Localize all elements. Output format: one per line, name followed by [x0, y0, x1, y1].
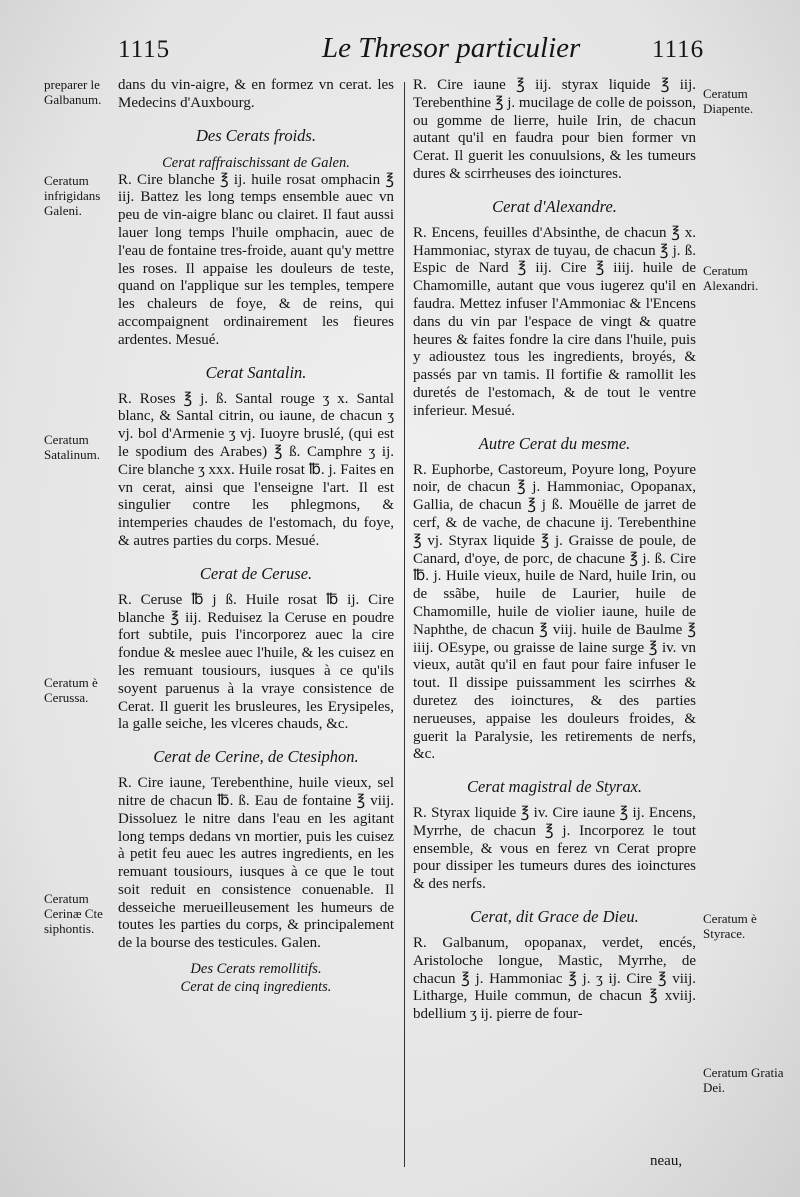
margin-note-infrigidans: Ceratum infrigidans Galeni. [44, 173, 101, 218]
right-column [413, 77, 696, 1024]
running-header [0, 32, 800, 76]
heading-autre-cerat: Autre Cerat du mesme. [478, 433, 631, 453]
heading-cerat-styrax: Cerat magistral de Styrax. [466, 777, 643, 797]
paragraph-cerat-galen: R. Cire blanche ℥ ij. huile rosat omphacin ℥ iij. Battez les long temps ensemble auec vn peu de vin-aigre blanc ou clairet. Il faut aussi lauer long temps l'huile omphacin, auec de l'eau de fontaine tres-froide, auant qu'y mettre les roses. Il appaise les douleurs de teste, quand on l'applique sur les temples, tempere les chaleurs de foye, & de reins, qui accompaignent ordinairement les fieures ardentes. Mesué. [118, 171, 394, 348]
paragraph-intro: dans du vin-aigre, & en formez vn cerat. les Medecins d'Auxbourg. [118, 77, 394, 111]
margin-note-satalinum: Ceratum Satalinum. [44, 432, 100, 462]
page-number-left: 1115 [118, 36, 171, 63]
margin-note-cerinae: Ceratum Cerinæ Cte siphontis. [44, 891, 103, 936]
catchword: neau, [650, 1153, 683, 1169]
heading-cerat-cerine: Cerat de Cerine, de Ctesiphon. [153, 747, 359, 767]
paragraph-cerat-cerine: R. Cire iaune, Terebenthine, huile vieux, sel nitre de chacun ℔. ß. Eau de fontaine ℥ viij. Dissoluez le nitre dans l'eau en les agitant long temps dedans vn mortier, puis les cuisez à petit feu auec les autres ingredients, en les remuant tousiours, iusques à ce que le tout soit reduit en consistence conuenable. Il desseiche merueilleusement les humeurs de toutes les parties du corps, & principalement de la bourse des testicules. Galen. [118, 775, 394, 952]
margin-note-alexandri: Ceratum Alexandri. [703, 263, 759, 293]
paragraph-cerat-grace-de-dieu: R. Galbanum, opopanax, verdet, encés, Aristoloche longue, Mastic, Myrrhe, de chacun ℥ j. Hammoniac ℥ j. ʒ ij. Cire ℥ viij. Litharge, Huile commun, de chacun ℥ xviij. bdellium ʒ ij. pierre de four- [413, 935, 696, 1023]
heading-cerat-galen: Cerat raffraischissant de Galen. [162, 154, 350, 171]
heading-cerat-ceruse: Cerat de Ceruse. [199, 563, 313, 583]
margin-note-diapente: Ceratum Diapente. [703, 86, 754, 116]
column-divider [404, 82, 405, 1167]
heading-cerat-grace-de-dieu: Cerat, dit Grace de Dieu. [470, 907, 639, 927]
margin-note-cerussa: Ceratum è Cerussa. [44, 675, 98, 705]
paragraph-cerat-alexandre: R. Encens, feuilles d'Absinthe, de chacun ℥ x. Hammoniac, styrax de tuyau, de chacun ℥ j. ß. Espic de Nard ℥ iij. Cire ℥ iiij. huile de Chamomille, autant que vous iugerez qu'il en faudra. Mettez infuser l'Ammoniac & l'Encens dans du vin par l'espace de vingt & quatre heures & faites fondre la cire dans l'huile, puis y adioustez tous les ingredients, broyés, & passés par vn tamis. Il fortifie & ramollit les duretés de l'estomach, & de tout le ventre inferieur. Mesué. [413, 224, 696, 419]
paragraph-cerat-styrax: R. Styrax liquide ℥ iv. Cire iaune ℥ ij. Encens, Myrrhe, de chacun ℥ j. Incorporez le tout ensemble, & vous en ferez vn Cerat propre pour dissiper les tumeurs dures des ioinctures & des nerfs. [413, 805, 696, 893]
heading-cerat-alexandre: Cerat d'Alexandre. [492, 196, 617, 216]
margin-note-styrace: Ceratum è Styrace. [703, 911, 757, 941]
paragraph-cerat-ceruse: R. Ceruse ℔ j ß. Huile rosat ℔ ij. Cire blanche ℥ iij. Reduisez la Ceruse en poudre fort subtile, puis l'incorporez auec la cire fondue & meslee auec l'huile, & les cuisez en les remuant tousiours, iusques à ce qu'ils soyent paruenus à la vraye consistence de Cerat. Il guerit les brusleures, les Erysipeles, la galle seiche, les vlceres chauds, &c. [118, 591, 394, 733]
page-number-right: 1116 [652, 36, 705, 63]
margin-note-galbanum: preparer le Galbanum. [44, 77, 102, 107]
heading-cerats-froids: Des Cerats froids. [196, 125, 316, 145]
heading-cerats-remollitifs: Des Cerats remollitifs. [190, 961, 322, 978]
paragraph-cerat-diapente: R. Cire iaune ℥ iij. styrax liquide ℥ iij. Terebenthine ℥ j. mucilage de colle de poisson, ou gomme de lierre, huile Irin, de chacun autant qu'il en faudra pour bien former vn Cerat. Il guerit les conuulsions, & les tumeurs dures & scirrheuses des ioinctures. [413, 77, 696, 182]
running-title: Le Thresor particulier [322, 32, 581, 64]
heading-cerat-santalin: Cerat Santalin. [205, 362, 307, 382]
left-column [118, 77, 394, 996]
paragraph-cerat-santalin: R. Roses ℥ j. ß. Santal rouge ʒ x. Santal blanc, & Santal citrin, ou iaune, de chacun ʒ vj. bol d'Armenie ʒ vj. Iuoyre bruslé, (qui est le spodium des Arabes) ℥ ß. Camphre ʒ ij. Cire blanche ʒ xxx. Huile rosat ℔. j. Faites en vn cerat, ainsi que l'enseigne l'art. Il est singulier contre les phlegmons, & intemperies chaudes de l'estomach, du foye, & autres parties du corps. Mesué. [118, 390, 394, 549]
margin-note-gratia: Ceratum Gratia Dei. [703, 1065, 784, 1095]
paragraph-autre-cerat: R. Euphorbe, Castoreum, Poyure long, Poyure noir, de chacun ℥ j. Hammoniac, Opopanax, Gallia, de chacun ℥ j ß. Mouëlle de jarret de cerf, & de vache, de chacune ij. Terebenthine ℥ vj. Styrax liquide ℥ j. Graisse de poule, de Canard, d'oye, de porc, de chacune ℥ j. ß. Cire ℔. j. Huile vieux, huile de Nard, huile Irin, ou de ssãbe, huile de Laurier, huile de Chamomille, huile de violier iaune, huile de Naphthe, de chacun ℥ viij. huile de Baulme ℥ iiij. OEsype, ou graisse de laine surge ℥ iv. vn vieux, autãt qu'il en faut pour faire infuser le tout. Il dissipe puissamment les scirrhes & duretez des ioinctures, & des parties nerueuses, appaise les douleurs froides, & guerit la Paralysie, les retirements de nerfs, &c. [413, 461, 696, 763]
heading-cerat-cinq-ingredients: Cerat de cinq ingredients. [180, 979, 332, 996]
